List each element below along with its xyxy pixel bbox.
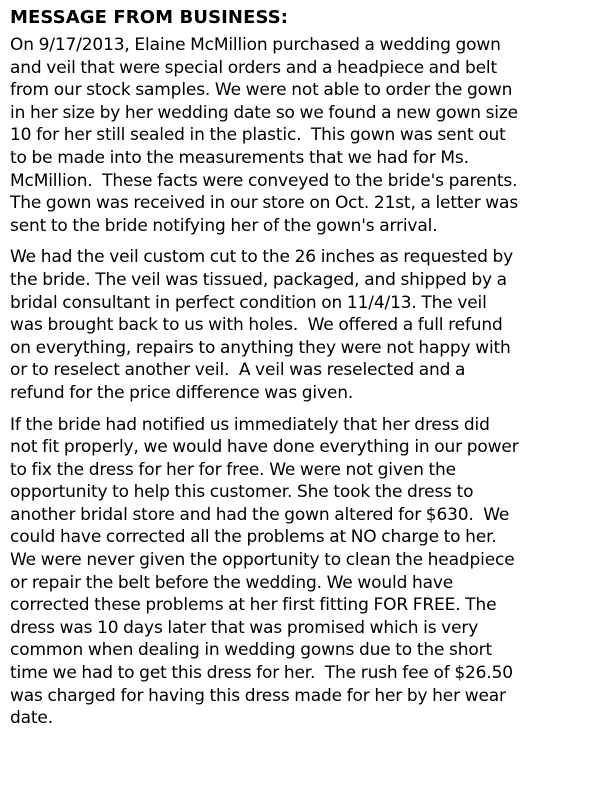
- text-line: McMillion. These facts were conveyed to the bride's parents.: [10, 170, 518, 191]
- text-line: or to reselect another veil. A veil was reselected and a: [10, 360, 466, 381]
- text-line: 10 for her still sealed in the plastic. This gown was sent out: [10, 125, 506, 146]
- text-line: bridal consultant in perfect condition on 11/4/13. The veil: [10, 292, 487, 313]
- text-line: date.: [10, 708, 53, 729]
- text-line: on everything, repairs to anything they were not happy with: [10, 337, 511, 358]
- text-line: On 9/17/2013, Elaine McMillion purchased a wedding gown: [10, 35, 501, 55]
- text-line: opportunity to help this customer. She took the dress to: [10, 482, 474, 503]
- text-line: We were never given the opportunity to clean the headpiece: [10, 550, 515, 571]
- text-line: corrected these problems at her first fitting FOR FREE. The: [10, 595, 497, 616]
- paragraph-purchase: [10, 34, 597, 237]
- text-line: from our stock samples. We were not able to order the gown: [10, 80, 513, 101]
- text-line: was brought back to us with holes. We offered a full refund: [10, 315, 503, 336]
- text-line: not fit properly, we would have done everything in our power: [10, 437, 519, 458]
- paragraph-veil: [10, 246, 597, 404]
- text-line: to fix the dress for her for free. We were not given the: [10, 459, 456, 480]
- text-line: or repair the belt before the wedding. We would have: [10, 572, 454, 593]
- text-line: could have corrected all the problems at NO charge to her.: [10, 527, 497, 548]
- text-line: If the bride had notified us immediately that her dress did: [10, 414, 490, 435]
- text-line: time we had to get this dress for her. The rush fee of $26.50: [10, 663, 513, 684]
- text-line: The gown was received in our store on Oct. 21st, a letter was: [10, 193, 519, 214]
- text-line: was charged for having this dress made for her by her wear: [10, 685, 506, 706]
- text-line: sent to the bride notifying her of the gown's arrival.: [10, 215, 438, 236]
- text-line: to be made into the measurements that we had for Ms.: [10, 147, 469, 168]
- text-line: refund for the price difference was given.: [10, 382, 354, 403]
- text-line: common when dealing in wedding gowns due to the short: [10, 640, 492, 661]
- text-line: We had the veil custom cut to the 26 inches as requested by: [10, 247, 514, 268]
- text-line: the bride. The veil was tissued, packaged, and shipped by a: [10, 269, 507, 290]
- text-line: dress was 10 days later that was promised which is very: [10, 617, 479, 638]
- text-line: and veil that were special orders and a headpiece and belt: [10, 57, 497, 78]
- text-line: another bridal store and had the gown altered for $630. We: [10, 504, 510, 525]
- message-heading: MESSAGE FROM BUSINESS:: [10, 7, 289, 28]
- paragraph-alterations: [10, 414, 597, 730]
- text-line: in her size by her wedding date so we found a new gown size: [10, 102, 518, 123]
